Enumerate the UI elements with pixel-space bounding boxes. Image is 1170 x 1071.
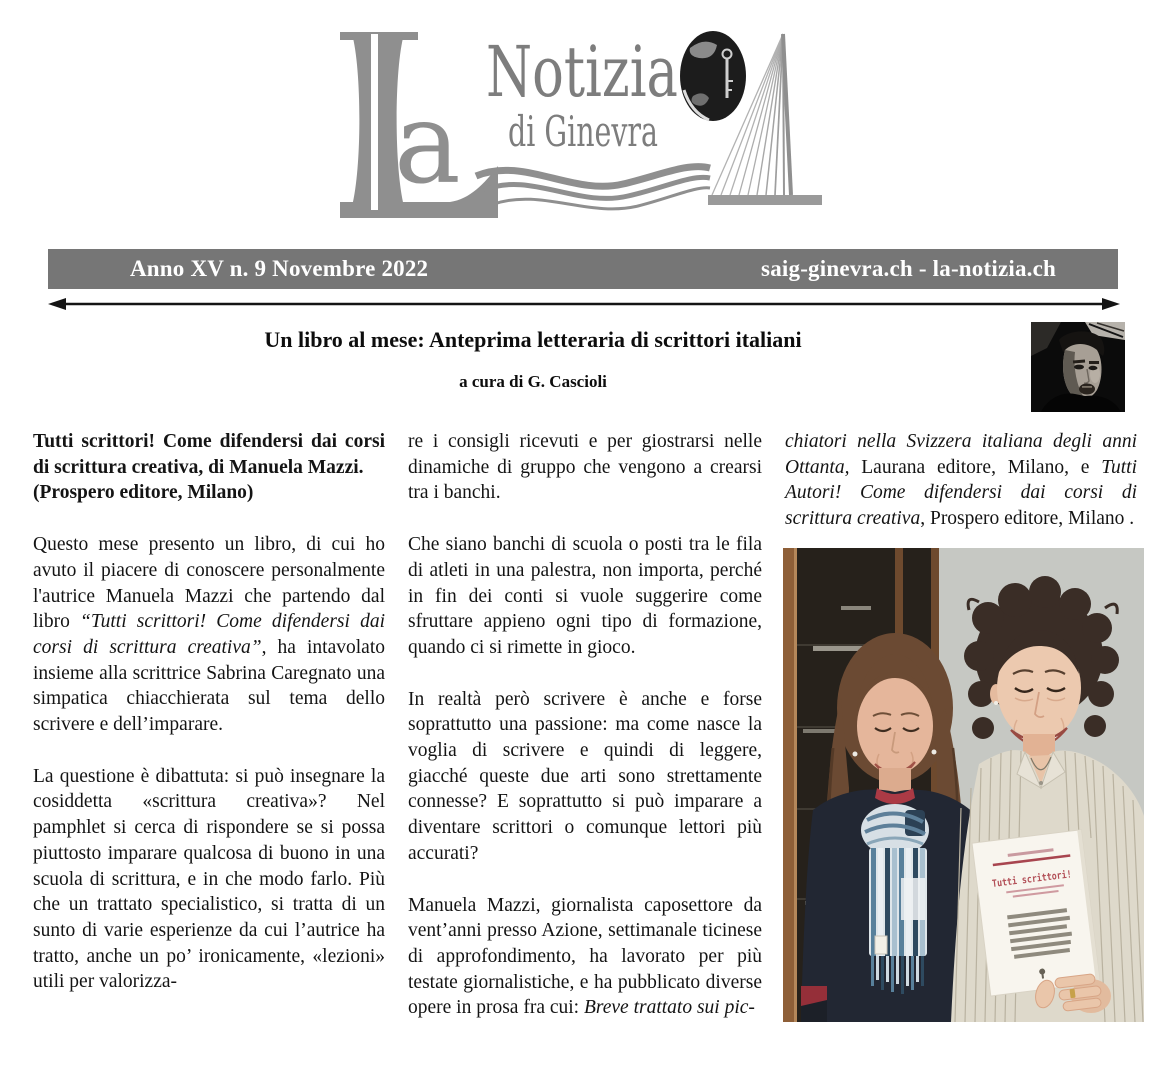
article-byline: a cura di G. Cascioli — [459, 372, 607, 391]
book-cover — [972, 830, 1100, 996]
book-title-text: Tutti scrittori! — [991, 867, 1089, 890]
book-heading — [33, 429, 385, 506]
logo-name: Notizia — [486, 31, 678, 113]
text-run: Manuela Mazzi, giornalista caposettore da vent’anni presso Azione, settimanale ticinese di approfondimento, ha lavorato per più testate giornalistiche, e ha pubblicato diverse opere in prosa fra cui: — [408, 894, 762, 1019]
issue-label: Anno XV n. 9 Novembre 2022 — [130, 256, 429, 281]
book-heading-text: Tutti scrittori! Come difendersi dai corsi di scrittura creativa, di Manuela Mazzi. — [33, 431, 385, 478]
text-run: Laurana editore, Milano, e — [849, 456, 1102, 478]
column-1 — [33, 429, 385, 1022]
curator-portrait-photo — [1031, 322, 1125, 412]
article-title: Un libro al mese: Anteprima letteraria di scrittori italiani — [264, 327, 802, 352]
text-run-italic: Breve trattato sui pic- — [583, 997, 755, 1019]
text-run: , ha intavolato insieme alla scrittrice Sabrina Caregnato una simpatica chiacchierata sul tema dello scrivere e dell’imparare. — [33, 636, 385, 736]
website-labels: saig-ginevra.ch - la-notizia.ch — [761, 256, 1056, 281]
logo-letter-a: a — [394, 79, 461, 209]
paragraph: La questione è dibattuta: si può insegnare la cosiddetta «scrittura creativa»? Nel pamphlet si cerca di rispondere se si possa piuttosto imparare qualcosa di buono in una scuola di scrittura, e in che modo farlo. Più che un trattato specialistico, si tratta di un sunto di varie esperienze da cui l’autrice ha tratto, anche un po’ ironicamente, «lezioni» utili per valorizza- — [33, 765, 385, 993]
authors-photo — [783, 548, 1144, 1022]
paragraph: Che siano banchi di scuola o posti tra le fila di atleti in una palestra, non importa, perché in fin dei conti si vuole suggerire come sfruttare appieno ogni tipo di formazione, quando ci si rimette in gioco. — [408, 534, 762, 658]
article-body — [33, 429, 1137, 1022]
paragraph — [33, 532, 385, 738]
paragraph: In realtà però scrivere è anche e forse soprattutto una passione: ma come nasce la voglia di scrivere e quindi di leggere, giacché queste due arti sono strettamente connesse? E soprattutto si può imparare a diventare scrittori o comunque lettori più accurati? — [408, 688, 762, 864]
text-run-italic: Tutti Autori! Come difendersi dai corsi di scrittura creativa — [785, 456, 1137, 530]
paragraph: re i consigli ricevuti e per giostrarsi nelle dinamiche di gruppo che vengono a crearsi tra i banchi. — [408, 431, 762, 504]
geneva-emblem-icon — [680, 31, 746, 121]
text-run: , Prospero editore, Milano . — [920, 508, 1135, 530]
book-publisher-text: (Prospero editore, Milano) — [33, 482, 254, 504]
issue-banner — [48, 249, 1118, 289]
text-run: Questo mese presento un libro, di cui ho avuto il piacere di conoscere personalmente l'autrice Manuela Mazzi che partendo dal libro — [33, 534, 385, 633]
paragraph — [785, 429, 1137, 532]
logo-subtitle: di Ginevra — [508, 107, 658, 156]
double-arrow-rule-icon — [36, 297, 1132, 311]
text-run-italic: chiatori nella Svizzera italiana degli anni Ottanta, — [785, 431, 1137, 478]
column-3 — [785, 429, 1137, 1022]
la-notizia-logo-graphic — [338, 18, 838, 218]
column-2 — [408, 429, 762, 1022]
paragraph — [408, 893, 762, 1022]
text-run-italic: “Tutti scrittori! Come difendersi dai corsi di scrittura creativa” — [33, 611, 385, 658]
wave-lines-icon — [476, 167, 710, 209]
masthead-logo — [338, 18, 838, 218]
